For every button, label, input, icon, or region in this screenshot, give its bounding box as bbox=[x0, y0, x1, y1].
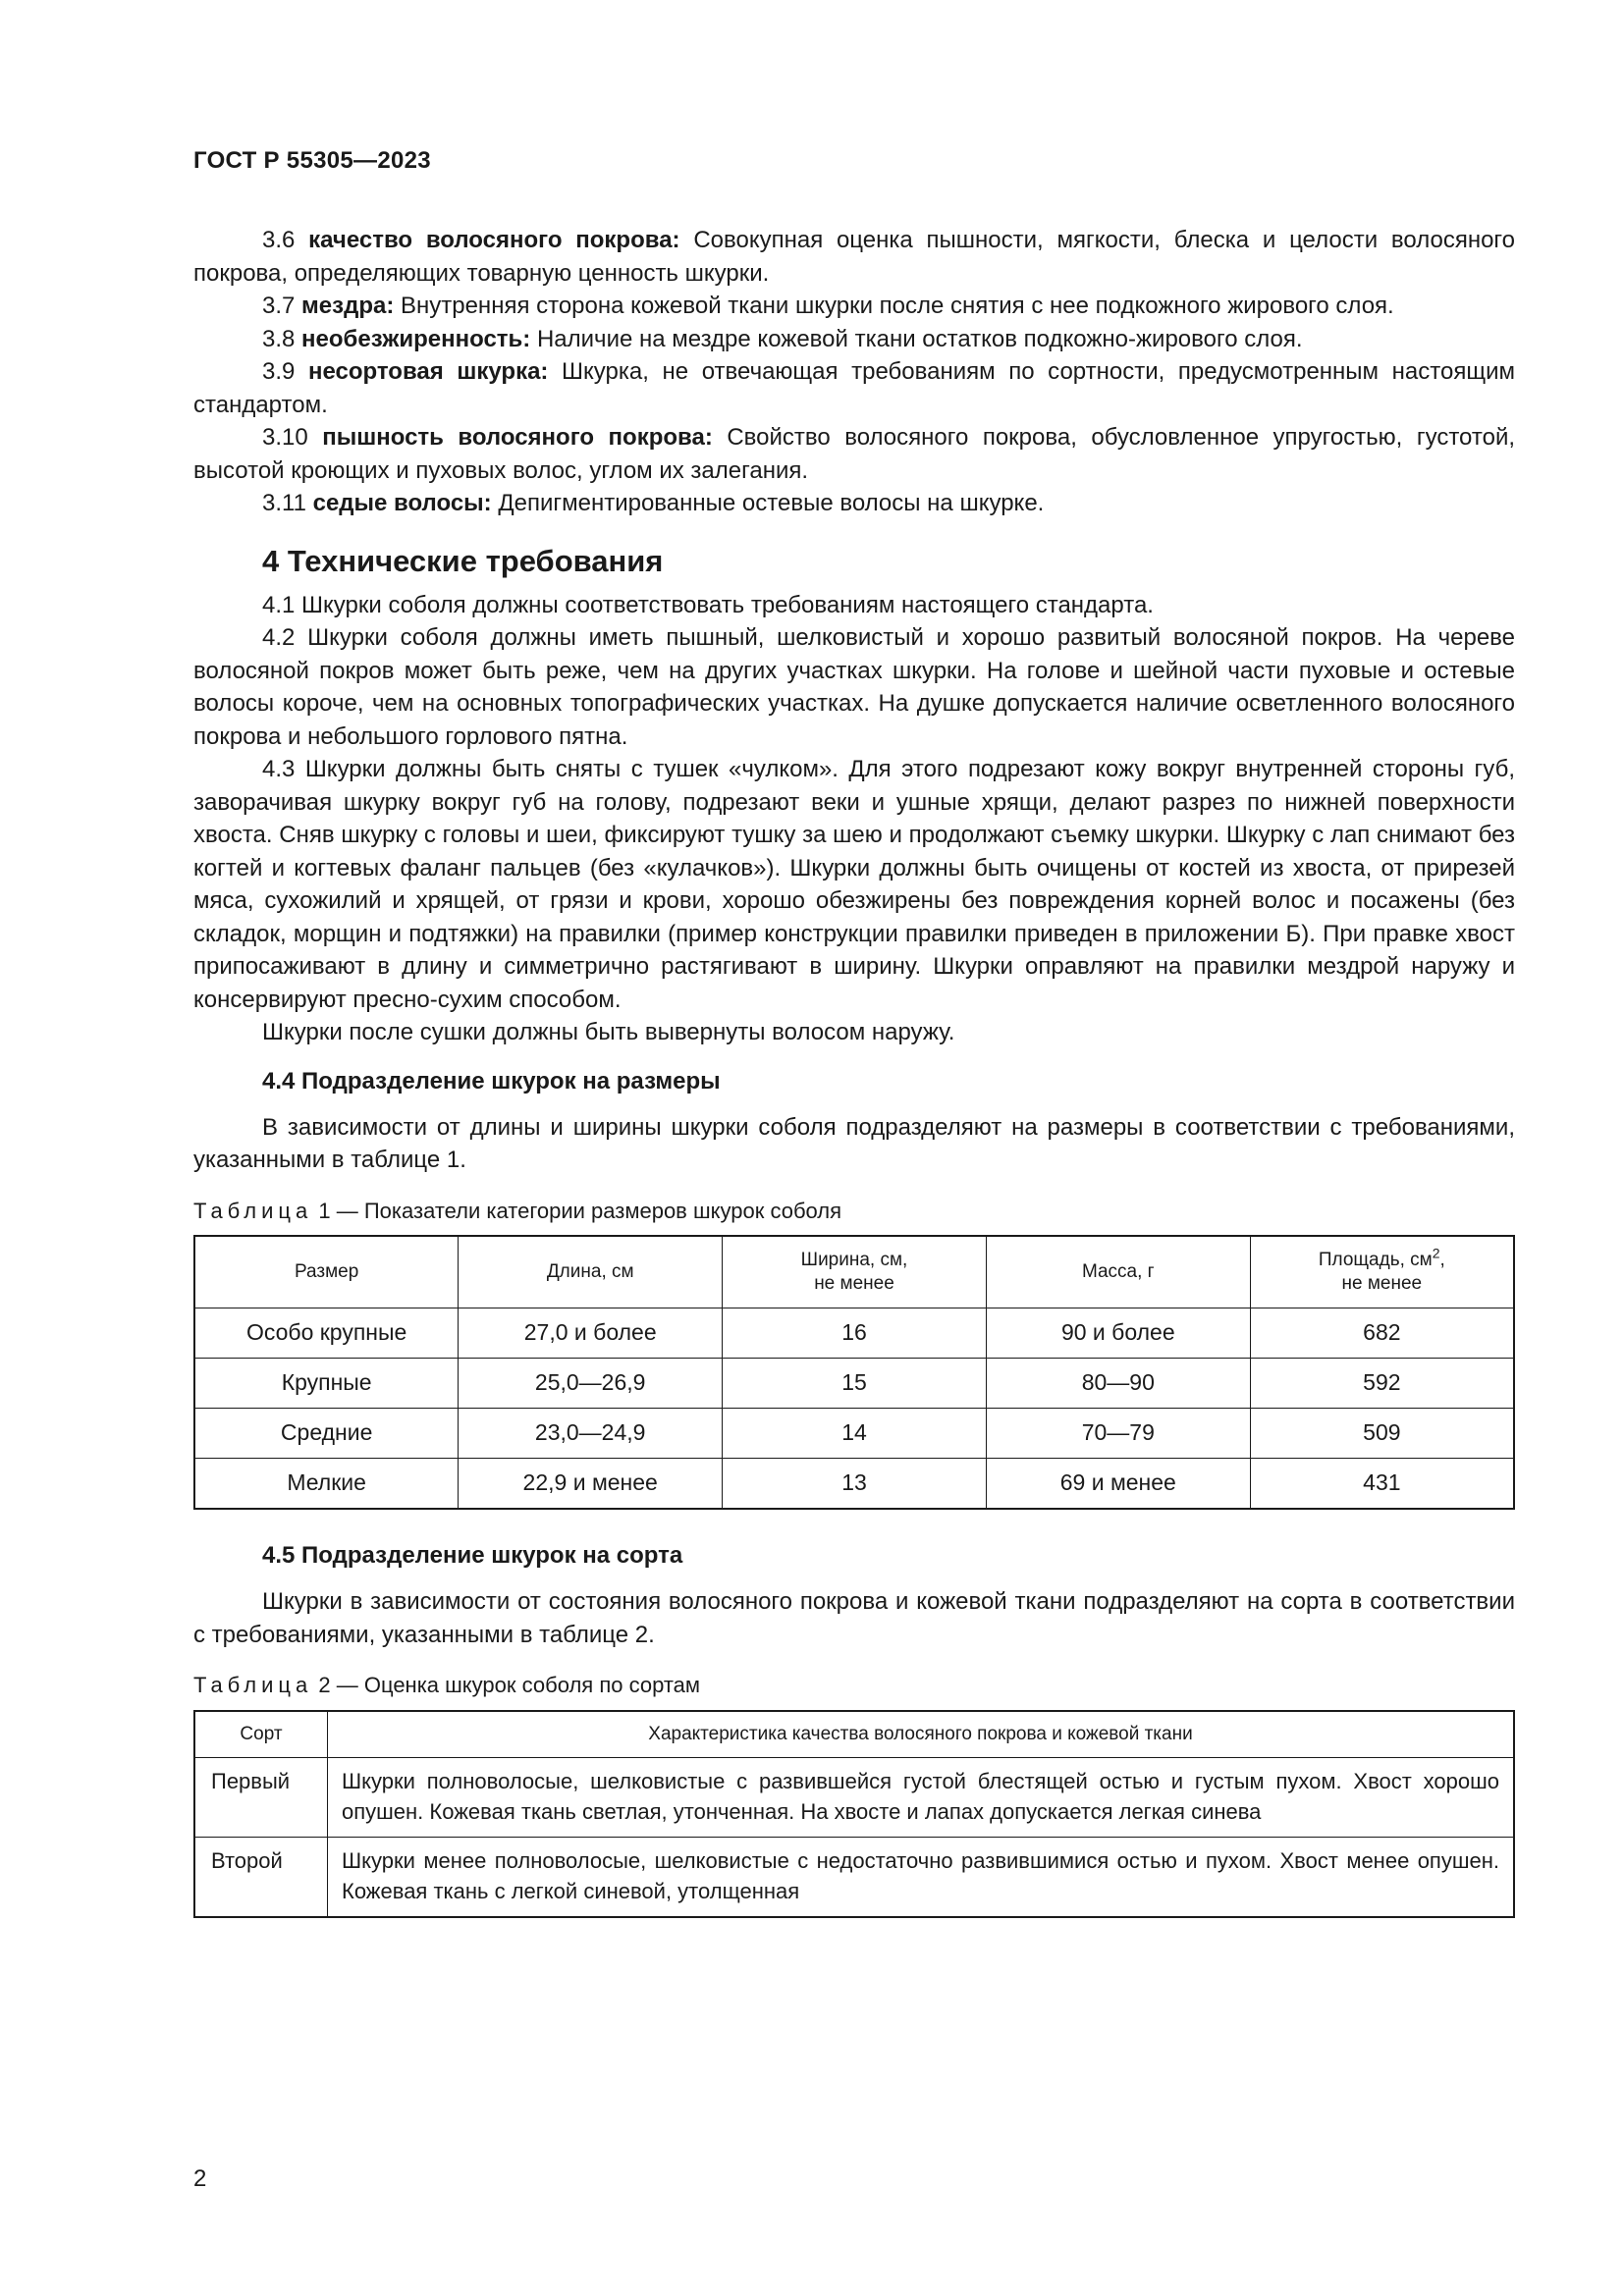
clause-4-5-text: Шкурки в зависимости от состояния волосяного покрова и кожевой ткани подразделяют на сорта в соответствии с требованиями, указанными в таблице 2. bbox=[193, 1588, 1515, 1648]
table-header-row bbox=[194, 1711, 1514, 1758]
clause-4-4-text: В зависимости от длины и ширины шкурки соболя подразделяют на размеры в соответствии с требованиями, указанными в таблице 1. bbox=[193, 1113, 1515, 1173]
column-header: Площадь, $см^2$, не менее bbox=[1250, 1236, 1514, 1308]
definition-3-10: 3.10 пышность волосяного покрова: Свойство волосяного покрова, обусловленное упругостью, густотой, высотой кроющих и пуховых волос, углом их залегания. bbox=[193, 424, 1516, 484]
definition-3-8: 3.8 необезжиренность: Наличие на мездре кожевой ткани остатков подкожно-жирового слоя. bbox=[262, 325, 1303, 352]
table-2-grades bbox=[193, 1710, 1515, 1918]
column-header: Ширина, см, не менее bbox=[723, 1236, 987, 1308]
column-header: Длина, см bbox=[459, 1236, 723, 1308]
definition-3-9: 3.9 несортовая шкурка: Шкурка, не отвечающая требованиям по сортности, предусмотренным настоящим стандартом. bbox=[193, 358, 1515, 418]
definition-3-7: 3.7 мездра: Внутренняя сторона кожевой ткани шкурки после снятия с нее подкожного жирового слоя. bbox=[262, 293, 1394, 319]
column-header: Характеристика качества волосяного покрова и кожевой ткани bbox=[328, 1711, 1515, 1758]
definition-3-11: 3.11 седые волосы: Депигментированные остевые волосы на шкурке. bbox=[262, 490, 1045, 516]
table-2-caption: Таблица 2 — Оценка шкурок соболя по сортам bbox=[193, 1673, 701, 1697]
table-header-row bbox=[194, 1236, 1514, 1308]
table-1-sizes bbox=[193, 1235, 1515, 1510]
term: мездра: bbox=[301, 293, 395, 319]
table-row: Второй Шкурки менее полноволосые, шелковистые с недостаточно развившимися остью и пухом. Хвост менее опушен. Кожевая ткань с легкой синевой, утолщенная bbox=[194, 1837, 1514, 1917]
term: несортовая шкурка: bbox=[307, 358, 549, 385]
clause-4-3-continued: Шкурки после сушки должны быть вывернуты волосом наружу. bbox=[262, 1019, 955, 1045]
table-row: Крупные 25,0—26,9 15 80—90 592 bbox=[194, 1359, 1514, 1409]
subsection-4-5-heading: 4.5 Подразделение шкурок на сорта bbox=[262, 1542, 683, 1569]
column-header: Масса, г bbox=[986, 1236, 1250, 1308]
table-row: Мелкие 22,9 и менее 13 69 и менее 431 bbox=[194, 1459, 1514, 1510]
section-4-heading: 4 Технические требования bbox=[262, 543, 664, 578]
column-header: Размер bbox=[194, 1236, 459, 1308]
standard-code-header: ГОСТ Р 55305—2023 bbox=[193, 147, 431, 174]
term: пышность волосяного покрова: bbox=[322, 424, 713, 451]
table-row: Средние 23,0—24,9 14 70—79 509 bbox=[194, 1409, 1514, 1459]
term: качество волосяного покрова: bbox=[308, 227, 680, 253]
document-body bbox=[193, 224, 1515, 1918]
page-number: 2 bbox=[193, 2165, 207, 2192]
definition-3-6: 3.6 качество волосяного покрова: Совокупная оценка пышности, мягкости, блеска и целости волосяного покрова, определяющих товарную ценность шкурки. bbox=[193, 227, 1515, 287]
subsection-4-4-heading: 4.4 Подразделение шкурок на размеры bbox=[262, 1067, 721, 1095]
clause-4-3: 4.3 Шкурки должны быть сняты с тушек «чулком». Для этого подрезают кожу вокруг внутренней стороны губ, заворачивая шкурку вокруг губ на голову, подрезают веки и ушные хрящи, делают разрез по нижней поверхности хвоста. Сняв шкурку с головы и шеи, фиксируют тушку за шею и продолжают съемку шкурки. Шкурку с лап снимают без когтей и когтевых фаланг пальцев (без «кулачков»). Шкурки должны быть очищены от костей из хвоста, от прирезей мяса, сухожилий и хрящей, от грязи и крови, хорошо обезжирены без повреждения корней волос и посажены (без складок, морщин и подтяжки) на правилки (пример конструкции правилки приведен в приложении Б). При правке хвост припосаживают в длину и симметрично растягивают в ширину. Шкурки оправляют на правилки мездрой наружу и консервируют пресно-сухим способом. bbox=[193, 756, 1515, 1013]
clause-4-1: 4.1 Шкурки соболя должны соответствовать требованиям настоящего стандарта. bbox=[262, 591, 1154, 618]
table-row: Первый Шкурки полноволосые, шелковистые с развившейся густой блестящей остью и густым пухом. Хвост хорошо опушен. Кожевая ткань светлая, утонченная. На хвосте и лапах допускается легкая синева bbox=[194, 1757, 1514, 1837]
column-header: Сорт bbox=[194, 1711, 328, 1758]
table-1-caption: Таблица 1 — Показатели категории размеров шкурок соболя bbox=[193, 1198, 842, 1223]
term: необезжиренность: bbox=[301, 325, 531, 352]
clause-4-2: 4.2 Шкурки соболя должны иметь пышный, шелковистый и хорошо развитый волосяной покров. На череве волосяной покров может быть реже, чем на других участках шкурки. На голове и шейной части пуховые и остевые волосы короче, чем на основных топографических участках. На душке допускается наличие осветленного волосяного покрова и небольшого горлового пятна. bbox=[193, 624, 1515, 750]
table-row: Особо крупные 27,0 и более 16 90 и более 682 bbox=[194, 1308, 1514, 1359]
term: седые волосы: bbox=[312, 490, 492, 516]
